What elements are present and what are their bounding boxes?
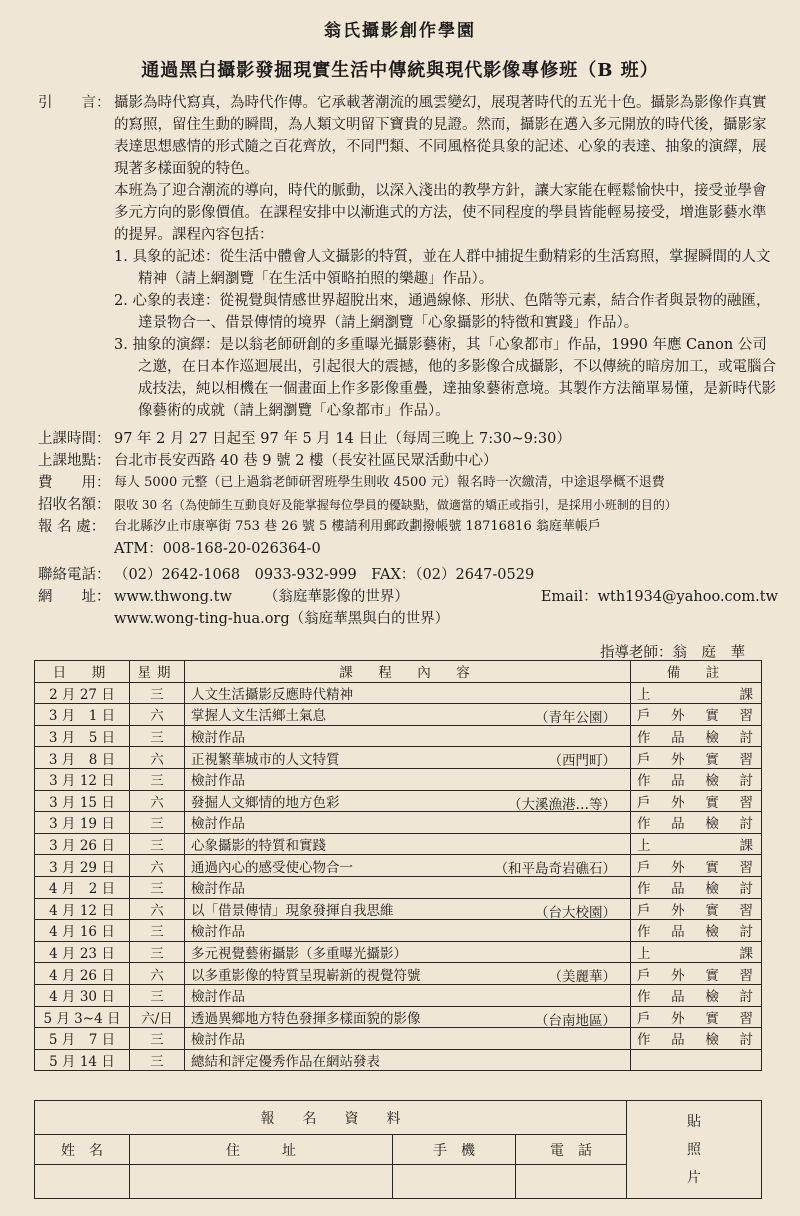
schedule-date: 3 月 5 日 [35,725,130,747]
photo-box [627,1101,762,1199]
schedule-table [34,660,762,1071]
schedule-course [185,855,631,877]
reg-address-field[interactable] [130,1165,393,1199]
schedule-day: 六/日 [130,1006,185,1028]
schedule-row [35,1028,762,1050]
intro-item-3: 3. 抽象的演繹：是以翁老師研創的多重曝光攝影藝術，其「心象都市」作品，1990 年應 Canon 公司之邀，在日本作巡迴展出，引起很大的震撼，他的多影像合成攝影，不以傳統的暗房加工，或電腦合成技法，純以相機在一個畫面上作多影像重疊，達抽象藝術意境。其製作方法簡單易懂，是新時代影像藝術的成就（請上網瀏覽「心象都市」作品）。 [114,337,776,419]
reg-name-field[interactable] [35,1165,130,1199]
schedule-row [35,790,762,812]
info-signup-value: 台北縣汐止市康寧街 753 巷 26 號 5 樓請利用郵政劃撥帳號 18716816 翁庭華帳戶 [114,519,601,534]
schedule-date: 5 月 3~4 日 [35,1006,130,1028]
schedule-course [185,920,631,942]
schedule-course-text: 以「借景傳情」現象發揮自我思維 [191,902,394,919]
schedule-note: 作品檢討 [631,984,762,1006]
schedule-course-text: 檢討作品 [191,881,245,898]
schedule-course-text: 檢討作品 [191,773,245,790]
info-section [38,428,778,630]
schedule-course [185,984,631,1006]
intro-section [38,92,778,422]
info-signup-label: 報 名 處： [38,519,106,535]
schedule-location: （台南地區） [535,1012,616,1029]
schedule-course [185,790,631,812]
schedule-note: 戶外實習 [631,790,762,812]
info-fee-value: 每人 5000 元整（已上過翁老師研習班學生則收 4500 元）報名時一次繳清，中途退學概不退費 [114,475,665,490]
schedule-location: （美麗華） [548,969,616,986]
schedule-date: 4 月 30 日 [35,984,130,1006]
registration-table [34,1100,762,1199]
info-phone [38,564,778,586]
schedule-date: 3 月 26 日 [35,833,130,855]
schedule-course [185,1028,631,1050]
schedule-course-text: 發掘人文鄉情的地方色彩 [191,794,340,811]
schedule-note: 作品檢討 [631,1028,762,1050]
schedule-row [35,833,762,855]
schedule-course-text: 掌握人文生活鄉土氣息 [191,708,326,725]
intro-paragraph-2: 本班為了迎合潮流的導向，時代的脈動，以深入淺出的教學方針，讓大家能在輕鬆愉快中，接受並學會多元方向的影像價值。在課程安排中以漸進式的方法，使不同程度的學員皆能輕易接受，增進影藝水準的提昇。課程內容包括： [114,183,767,243]
schedule-day: 三 [130,833,185,855]
schedule-course [185,812,631,834]
schedule-location: （青年公園） [535,710,616,727]
schedule-row [35,768,762,790]
header-course: 課 程 內 容 [185,661,631,683]
schedule-course [185,941,631,963]
schedule-course-text: 檢討作品 [191,1032,245,1049]
schedule-location: （大溪漁港…等） [508,796,616,813]
reg-tel-field[interactable] [516,1165,627,1199]
schedule-note: 戶外實習 [631,1006,762,1028]
schedule-day: 三 [130,1049,185,1071]
schedule-day: 三 [130,920,185,942]
reg-tel-label: 電 話 [516,1135,627,1165]
header-date: 日 期 [35,661,130,683]
info-quota-value: 限收 30 名（為使師生互動良好及能掌握每位學員的優缺點，做適當的矯正或指引，是採用小班制的目的） [114,498,677,512]
schedule-row [35,855,762,877]
schedule-date: 3 月 19 日 [35,812,130,834]
schedule-row [35,984,762,1006]
website-note-1: （翁庭華影像的世界） [263,589,409,605]
info-quota-label: 招收名額： [38,497,111,513]
photo-label-2: 照 [687,1141,701,1158]
info-place-value: 台北市長安西路 40 巷 9 號 2 樓（長安社區民眾活動中心） [114,453,498,469]
website-link-1[interactable]: www.thwong.tw [114,589,232,605]
info-time [38,428,778,450]
schedule-row [35,941,762,963]
info-web2 [38,608,778,630]
info-place [38,450,778,472]
reg-name-label: 姓 名 [35,1135,130,1165]
schedule-day: 六 [130,747,185,769]
schedule-day: 六 [130,790,185,812]
schedule-day: 三 [130,1028,185,1050]
info-atm-value: ATM：008-168-20-026364-0 [114,541,321,557]
schedule-date: 4 月 16 日 [35,920,130,942]
schedule-row [35,812,762,834]
schedule-course [185,963,631,985]
schedule-date: 3 月 8 日 [35,747,130,769]
info-web-label: 網 址： [38,589,111,605]
schedule-row [35,725,762,747]
info-time-value: 97 年 2 月 27 日起至 97 年 5 月 14 日止（每周三晚上 7:30~9:30） [114,431,571,447]
schedule-course [185,1049,631,1071]
schedule-note: 戶外實習 [631,898,762,920]
schedule-course-text: 檢討作品 [191,924,245,941]
schedule-course-text: 檢討作品 [191,730,245,747]
schedule-course [185,1006,631,1028]
registration-title: 報 名 資 料 [35,1101,627,1135]
intro-label: 引 言： [38,95,111,111]
schedule-row [35,963,762,985]
organization-name: 翁氏攝影創作學園 [324,21,476,41]
info-fee-label: 費 用： [38,475,111,491]
schedule-location: （和平島奇岩礁石） [494,861,616,878]
schedule-day: 三 [130,682,185,704]
schedule-course [185,898,631,920]
schedule-date: 5 月 7 日 [35,1028,130,1050]
schedule-row [35,898,762,920]
schedule-course-text: 以多重影像的特質呈現嶄新的視覺符號 [191,967,421,984]
info-place-label: 上課地點： [38,453,111,469]
schedule-course-text: 多元視覺藝術攝影（多重曝光攝影） [191,946,407,963]
schedule-date: 3 月 15 日 [35,790,130,812]
info-web [38,586,778,608]
schedule-note: 作品檢討 [631,725,762,747]
schedule-day: 六 [130,963,185,985]
schedule-course-text: 檢討作品 [191,989,245,1006]
reg-address-label: 住 址 [130,1135,393,1165]
schedule-date: 3 月 29 日 [35,855,130,877]
info-signup [38,516,778,538]
schedule-note: 上 課 [631,682,762,704]
schedule-day: 三 [130,812,185,834]
header-note: 備 註 [631,661,762,683]
schedule-course [185,768,631,790]
schedule-row [35,747,762,769]
teacher-name: 指導老師：翁 庭 華 [600,645,745,661]
schedule-course [185,833,631,855]
schedule-note: 作品檢討 [631,812,762,834]
schedule-location: （西門町） [548,753,616,770]
schedule-course-text: 通過內心的感受使心物合一 [191,859,353,876]
schedule-note: 上 課 [631,941,762,963]
schedule-note: 戶外實習 [631,855,762,877]
schedule-course [185,682,631,704]
reg-mobile-field[interactable] [393,1165,516,1199]
schedule-row [35,1006,762,1028]
schedule-day: 三 [130,984,185,1006]
info-phone-label: 聯絡電話： [38,567,111,583]
schedule-date: 3 月 1 日 [35,704,130,726]
email-link[interactable]: Email：wth1934@yahoo.com.tw [540,589,778,605]
schedule-course-text: 心象攝影的特質和實踐 [191,838,326,855]
schedule-note: 戶外實習 [631,963,762,985]
info-phone-value: （02）2642-1068 0933-932-999 FAX：（02）2647-0529 [114,567,535,583]
schedule-course [185,747,631,769]
schedule-course-text: 人文生活攝影反應時代精神 [191,686,353,703]
schedule-note: 作品檢討 [631,768,762,790]
info-quota [38,494,778,516]
schedule-course [185,725,631,747]
schedule-date: 4 月 12 日 [35,898,130,920]
schedule-row [35,682,762,704]
schedule-date: 3 月 12 日 [35,768,130,790]
schedule-course-text: 檢討作品 [191,816,245,833]
schedule-note: 戶外實習 [631,704,762,726]
schedule-day: 三 [130,768,185,790]
schedule-date: 5 月 14 日 [35,1049,130,1071]
schedule-note: 上 課 [631,833,762,855]
info-atm [38,538,778,560]
info-fee [38,472,778,494]
schedule-location: （台大校園） [535,904,616,921]
schedule-day: 三 [130,941,185,963]
schedule-course [185,704,631,726]
schedule-note [631,1049,762,1071]
schedule-day: 六 [130,704,185,726]
schedule-course-text: 正視繁華城市的人文特質 [191,751,340,768]
schedule-date: 4 月 26 日 [35,963,130,985]
schedule-course [185,876,631,898]
schedule-date: 2 月 27 日 [35,682,130,704]
photo-label-3: 片 [687,1169,701,1186]
intro-paragraph-1: 攝影為時代寫真，為時代作傳。它承載著潮流的風雲變幻，展現著時代的五光十色。攝影為影像作真實的寫照，留住生動的瞬間，為人類文明留下寶貴的見證。然而，攝影在邁入多元開放的時代後，攝影家表達思想感情的形式隨之百花齊放，不同門類、不同風格從具象的記述、心象的表達、抽象的演繹，展現著多樣面貌的特色。 [114,95,767,177]
schedule-header-row [35,661,762,683]
schedule-row [35,876,762,898]
schedule-course-text: 總結和評定優秀作品在網站發表 [191,1053,380,1070]
schedule-row [35,704,762,726]
intro-item-2: 2. 心象的表達：從視覺與情感世界超脫出來，通過線條、形狀、色階等元素，結合作者與景物的融匯，達景物合一、借景傳情的境界（請上網瀏覽「心象攝影的特徵和實踐」作品）。 [114,293,771,331]
schedule-row [35,1049,762,1071]
schedule-day: 六 [130,855,185,877]
schedule-date: 4 月 2 日 [35,876,130,898]
schedule-day: 三 [130,876,185,898]
schedule-date: 4 月 23 日 [35,941,130,963]
course-title: 通過黑白攝影發掘現實生活中傳統與現代影像專修班（B 班） [141,60,659,81]
schedule-note: 作品檢討 [631,876,762,898]
schedule-note: 作品檢討 [631,920,762,942]
info-time-label: 上課時間： [38,431,111,447]
schedule-course-text: 透過異鄉地方特色發揮多樣面貌的影像 [191,1010,421,1027]
header-day: 星期 [130,661,185,683]
schedule-row [35,920,762,942]
reg-mobile-label: 手 機 [393,1135,516,1165]
schedule-day: 六 [130,898,185,920]
schedule-day: 三 [130,725,185,747]
website-link-2[interactable]: www.wong-ting-hua.org（翁庭華黑與白的世界） [114,611,450,627]
photo-label-1: 貼 [687,1113,701,1130]
schedule-note: 戶外實習 [631,747,762,769]
intro-item-1: 1. 具象的記述：從生活中體會人文攝影的特質，並在人群中捕捉生動精彩的生活寫照，掌握瞬間的人文精神（請上網瀏覽「在生活中領略拍照的樂趣」作品）。 [114,249,771,287]
